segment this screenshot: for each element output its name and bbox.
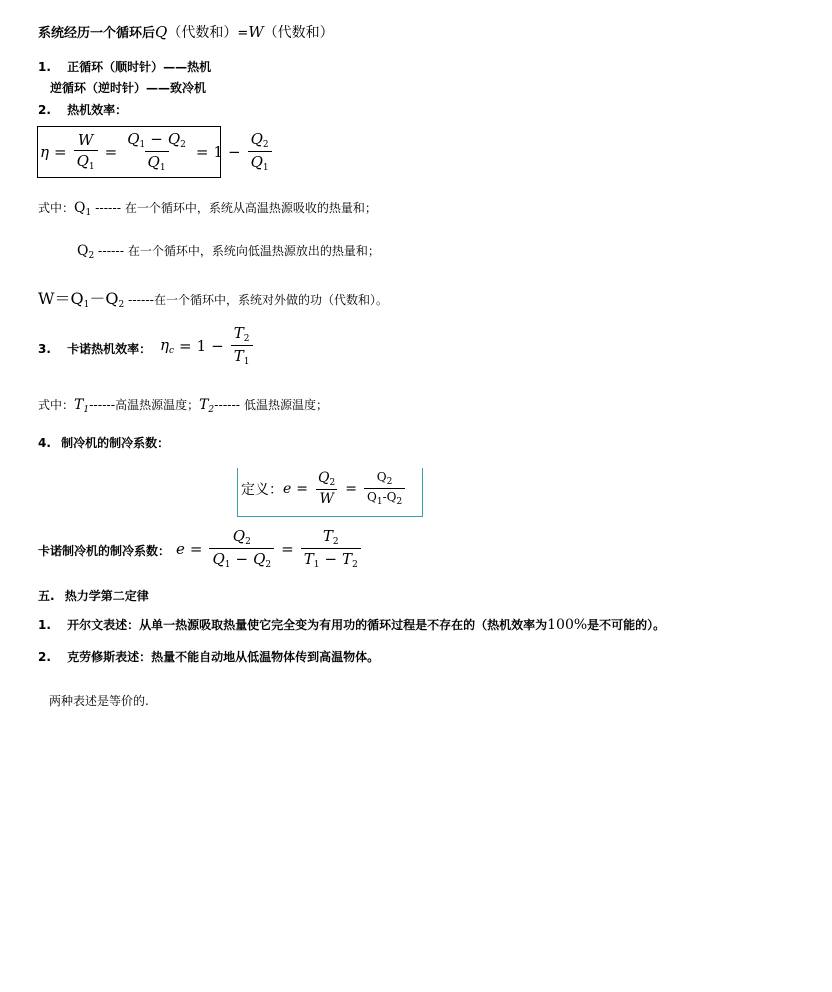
intro-eq: =	[237, 26, 249, 41]
fraction-q2-q1-minus-q2	[364, 470, 405, 507]
denominator-q1: $Q_1$	[74, 150, 98, 172]
intro-line	[38, 22, 334, 42]
law-2	[38, 648, 379, 665]
denominator-t1: $T_1$	[231, 345, 253, 367]
item-2	[38, 101, 127, 118]
item-2-number: 2.	[38, 103, 51, 117]
numerator-w: W	[77, 131, 94, 149]
work-definition	[38, 286, 388, 310]
law-1-text-b: 是不可能的）。	[587, 618, 666, 632]
cop-definition-box	[237, 468, 423, 517]
numerator-q1-minus-q2: $Q_1 - Q_2$	[127, 130, 186, 150]
note-temperatures	[38, 396, 328, 415]
t1-symbol: $T_1$	[74, 397, 90, 415]
carnot-efficiency-formula	[160, 324, 255, 367]
note-q1-text: ------ 在一个循环中，系统从高温热源吸收的热量和；	[95, 201, 377, 215]
cf-denominator-q1-minus-q2: $Q_1 - Q_2$	[209, 548, 274, 570]
efficiency-formula-box	[37, 126, 269, 178]
law-2-number: 2.	[38, 650, 51, 664]
section-5-heading	[38, 587, 149, 604]
cf-eq: =	[189, 539, 203, 558]
def-numerator-q2: $Q_2$	[318, 470, 336, 488]
def-eq: =	[296, 480, 309, 497]
note-q1	[38, 199, 377, 218]
item-3-text: 卡诺热机效率：	[67, 342, 152, 356]
law-2-text: 克劳修斯表述：热量不能自动地从低温物体传到高温物体。	[67, 650, 380, 664]
t2-symbol: $T_2$	[199, 397, 215, 415]
law-1-percent: 100%	[547, 617, 588, 633]
eta-symbol: η	[40, 142, 49, 161]
item-4-number: 4.	[38, 436, 51, 450]
def-eq-2: =	[345, 480, 357, 497]
item-4-text: 制冷机的制冷系数：	[61, 436, 170, 450]
cf-e: e	[176, 539, 185, 558]
note-q2	[77, 242, 380, 261]
def-denominator-q1-q2: $Q_1-Q_2$	[364, 488, 405, 507]
equivalence-note: 两种表述是等价的.	[49, 694, 149, 708]
eq-sign: =	[54, 142, 67, 161]
cop-definition-formula	[241, 470, 407, 507]
note-q2-text: ------ 在一个循环中，系统向低温热源放出的热量和；	[98, 244, 380, 258]
cf-numerator-q2: $Q_2$	[232, 527, 251, 547]
fraction-q1-minus-q2	[124, 130, 189, 173]
intro-paren1: （代数和）	[167, 25, 238, 41]
fraction-q2-q1	[248, 130, 272, 173]
item-1-text: 正循环（顺时针）——热机	[67, 60, 212, 74]
cf-numerator-t2: $T_2$	[322, 527, 339, 547]
def-e: e	[283, 480, 292, 497]
note-t1-text: ------高温热源温度；	[89, 398, 200, 412]
carnot-fridge-formula	[176, 527, 363, 570]
eq-sign-2: =	[104, 142, 118, 161]
intro-w: W	[248, 23, 264, 41]
section-5-number: 五.	[38, 589, 55, 603]
intro-q: Q	[155, 23, 168, 41]
eq-sign-3: =	[195, 142, 209, 161]
item-2-text: 热机效率：	[67, 103, 128, 117]
carnot-eq-sign: =	[179, 336, 192, 355]
cf-eq-2: =	[281, 539, 294, 558]
carnot-fridge-label: 卡诺制冷机的制冷系数：	[38, 544, 171, 558]
numerator-q2: $Q_2$	[250, 130, 269, 150]
law-1-text-a: 开尔文表述：从单一热源吸取热量使它完全变为有用功的循环过程是不存在的（热机效率为	[67, 618, 548, 632]
def-denominator-w: W	[316, 489, 336, 507]
q2-symbol: $Q_2$	[77, 243, 95, 261]
fraction-w-q1	[74, 131, 98, 172]
intro-paren2: （代数和）	[263, 25, 334, 41]
section-5-title: 热力学第二定律	[64, 589, 149, 603]
law-1	[38, 616, 665, 633]
fraction-q2-over-q1-minus-q2	[209, 527, 274, 570]
carnot-one: 1	[196, 336, 207, 355]
one: 1	[213, 142, 223, 161]
law-1-number: 1.	[38, 618, 51, 632]
denominator-q1-b: $Q_1$	[145, 151, 169, 173]
note-prefix: 式中：	[38, 201, 75, 215]
item-3-number: 3.	[38, 342, 51, 356]
intro-prefix: 系统经历一个循环后	[38, 26, 156, 41]
item-1b-text: 逆循环（逆时针）——致冷机	[50, 81, 207, 95]
definition-label: 定义：	[241, 481, 283, 498]
item-1-number: 1.	[38, 60, 51, 74]
carnot-minus: −	[211, 336, 224, 355]
work-equation: $W=Q_1-Q_2$	[38, 289, 125, 310]
fraction-t2-t1	[231, 324, 253, 367]
numerator-t2: $T_2$	[233, 324, 250, 344]
note-t2-text: ------ 低温热源温度；	[214, 398, 328, 412]
efficiency-formula	[40, 130, 274, 173]
cf-denominator-t1-minus-t2: $T_1 - T_2$	[301, 548, 361, 570]
work-definition-text: ------在一个循环中，系统对外做的功（代数和）。	[128, 293, 388, 307]
eta-c-symbol: $\eta_c$	[160, 335, 175, 356]
q1-symbol: $Q_1$	[74, 200, 92, 218]
fraction-q2-w	[315, 470, 338, 507]
note2-prefix: 式中：	[38, 398, 75, 412]
minus-sign: −	[228, 142, 241, 161]
fraction-t2-over-t1-minus-t2	[301, 527, 361, 570]
def-numerator-q2-b: $Q_2$	[376, 470, 393, 487]
item-1	[38, 58, 211, 75]
denominator-q1-c: $Q_1$	[248, 151, 272, 173]
item-4	[38, 434, 169, 451]
item-3	[38, 340, 151, 357]
